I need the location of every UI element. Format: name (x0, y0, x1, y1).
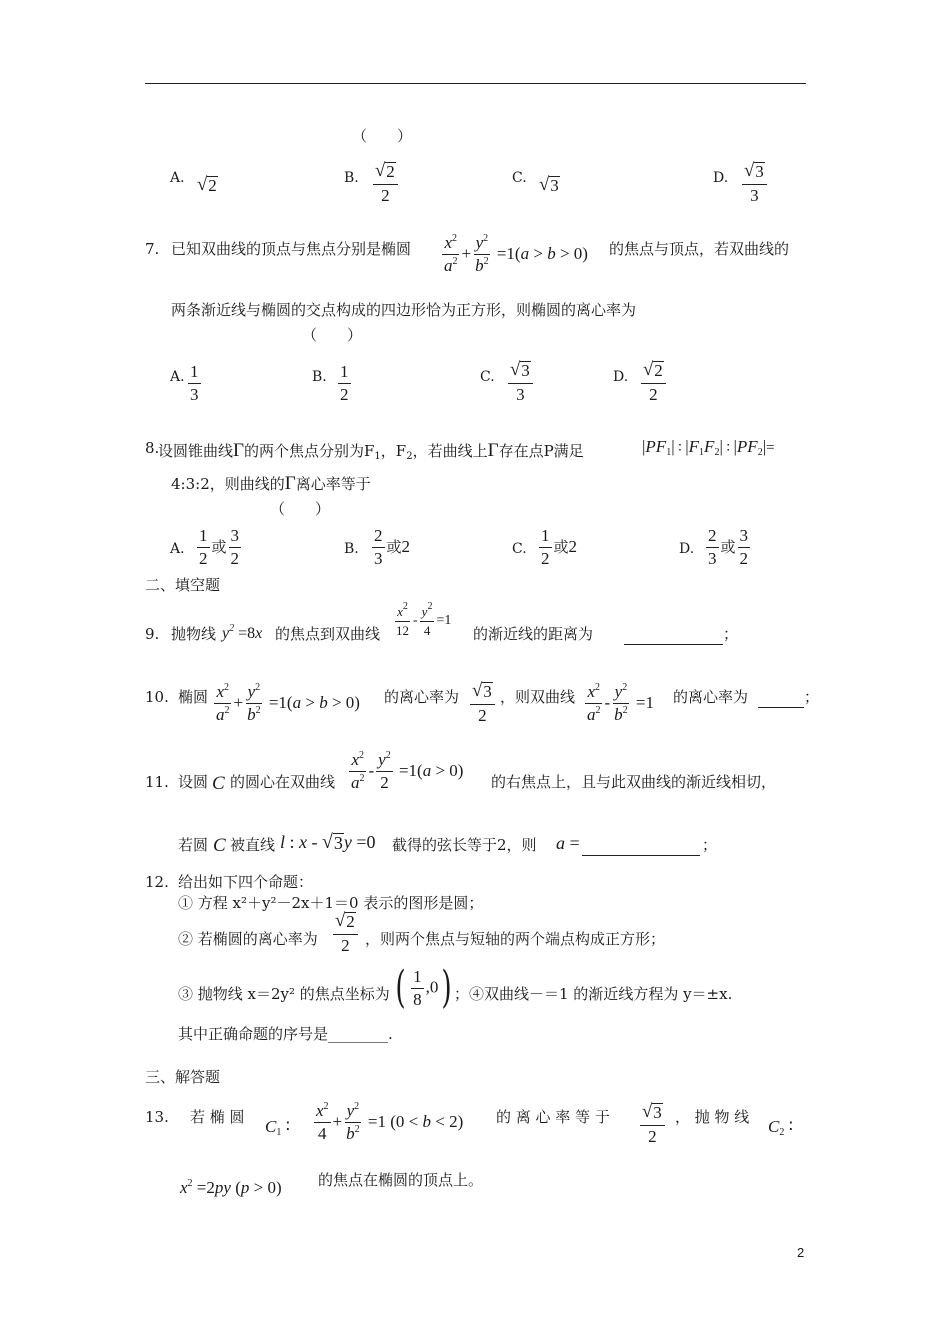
q8-option-b-label: B. (344, 541, 359, 557)
q12-title: 给出如下四个命题： (178, 873, 314, 891)
q8-option-a-label: A. (170, 541, 185, 557)
q11-number: 11. (145, 773, 169, 791)
q11-text-l2a: 若圆 (178, 836, 209, 854)
q13-text-pre: 若 椭 圆 (190, 1108, 245, 1126)
q10-number: 10. (145, 688, 169, 706)
q11-hyperbola-equation: $\frac{x^2}{a^2}$ - $\frac{y^2}{2}$ =1(a > 0) (351, 750, 464, 792)
q7-option-a: $\frac{1}{3}$ (190, 362, 199, 404)
q8-ratio-expression: $|PF_1|$ ∶ $|F_1F_2|$ ∶ $|PF_2|=$ (642, 437, 775, 458)
q7-option-d-label: D. (613, 369, 629, 385)
q9-number: 9. (145, 625, 160, 643)
q7-ellipse-equation: $\frac{x^2}{a^2}$ + $\frac{y^2}{b^2}$ =1(a > b > 0) (444, 233, 588, 275)
q12-proposition-1: ① 方程 x²＋y²－2x＋1＝0 表示的图形是圆； (178, 894, 484, 912)
q6-option-b-label: B. (344, 170, 359, 186)
q13-ellipse-equation: $\frac{x^2}{4}$ + $\frac{y^2}{b^2}$ =1 (0 < b < 2) (316, 1101, 464, 1143)
q7-text-line2: 两条渐近线与椭圆的交点构成的四边形恰为正方形，则椭圆的离心率为 (171, 301, 637, 319)
q11-text-l2b: 被直线 (230, 836, 276, 854)
q9-parabola-equation: $y^2 =8x$ (222, 623, 263, 642)
q12-proposition-3a: ③ 抛物线 x＝2y² 的焦点坐标为 (178, 985, 390, 1003)
q12-proposition-2a: ② 若椭圆的离心率为 (178, 930, 318, 948)
q10-answer-blank[interactable] (758, 690, 804, 709)
header-rule (145, 83, 806, 84)
q11-text-l2c: 截得的弦长等于2，则 (392, 836, 537, 854)
q13-c2-symbol: $C_2$ ∶ (768, 1117, 794, 1138)
q10-text-end: ； (804, 688, 820, 706)
q11-a-symbol: a = (556, 833, 580, 853)
q13-text-post: ， 抛 物 线 (675, 1108, 750, 1126)
q8-option-a: $\frac{1}{2}$ 或 $\frac{3}{2}$ (199, 526, 240, 568)
q10-hyperbola-equation: $\frac{x^2}{a^2}$ - $\frac{y^2}{b^2}$ =1 (587, 682, 655, 724)
q9-text-pre: 抛物线 (171, 625, 217, 643)
section-solution-heading: 三、解答题 (145, 1068, 221, 1086)
q6-option-b: √ 2 2 (371, 162, 400, 205)
q8-option-c-label: C. (512, 541, 527, 557)
q10-ellipse-equation: $\frac{x^2}{a^2}$ + $\frac{y^2}{b^2}$ =1(a > b > 0) (216, 682, 360, 724)
q8-text-line2: 4:3:2，则曲线的Γ离心率等于 (171, 473, 371, 494)
q12-proposition-2b: ，则两个焦点与短轴的两个端点构成正方形； (365, 930, 666, 948)
q13-parabola-equation: $x^2 =2py$ (p > 0) (180, 1178, 282, 1197)
q9-hyperbola-equation: $\frac{x^2}{12}$ - $\frac{y^2}{4}$ =1 (396, 601, 452, 638)
page-number: 2 (797, 1245, 805, 1260)
q12-proposition-3b: ；④双曲线－＝1 的渐近线方程为 y＝±x. (454, 985, 733, 1003)
q8-option-b: $\frac{2}{3}$ 或2 (374, 526, 411, 568)
q13-text-line2: 的焦点在椭圆的顶点上。 (318, 1171, 484, 1189)
q6-answer-paren: （ ） (352, 127, 413, 145)
q8-number: 8. (145, 439, 160, 457)
q10-text-mid2: ，则双曲线 (500, 688, 576, 706)
q13-number: 13. (145, 1108, 169, 1126)
q8-answer-paren: （ ） (270, 500, 331, 518)
q10-text-pre: 椭圆 (178, 688, 209, 706)
q10-eccentricity-value: √ 3 2 (468, 682, 497, 725)
q11-text-post: 的右焦点上，且与此双曲线的渐近线相切， (491, 773, 777, 791)
q6-option-c: √ 3 (539, 174, 559, 195)
q10-text-mid: 的离心率为 (384, 688, 460, 706)
q7-option-c-label: C. (480, 369, 495, 385)
q6-option-a: √ 2 (197, 174, 217, 195)
q12-number: 12. (145, 873, 169, 891)
q7-text-post: 的焦点与顶点，若双曲线的 (609, 240, 790, 258)
q10-text-post: 的离心率为 (673, 688, 749, 706)
q7-option-c: √ 3 3 (506, 361, 535, 404)
q7-answer-paren: （ ） (302, 326, 363, 344)
q6-option-c-label: C. (512, 170, 527, 186)
q11-circle-symbol: C (212, 773, 225, 794)
q12-proposition-4: 其中正确命题的序号是________. (178, 1025, 393, 1043)
q11-line-equation: l : x - √ 3 y =0 (280, 831, 376, 853)
q11-text-end: ； (702, 836, 718, 854)
q8-text-line1: 设圆锥曲线Γ的两个焦点分别为$F_1$，$F_2$，若曲线上Γ存在点P满足 (158, 440, 584, 462)
q9-answer-blank[interactable] (624, 627, 723, 646)
q8-option-d: $\frac{2}{3}$ 或 $\frac{3}{2}$ (708, 526, 749, 568)
q6-option-d: √ 3 3 (740, 162, 769, 205)
section-fill-in-heading: 二、填空题 (145, 576, 221, 594)
q6-option-d-label: D. (713, 170, 729, 186)
q12-focus-coordinates: ( $\frac{1}{8}$ ,0) (395, 962, 453, 1013)
q11-text-pre: 设圆 (178, 773, 209, 791)
q13-eccentricity-value: √ 3 2 (638, 1103, 667, 1146)
q6-option-a-label: A. (170, 170, 185, 186)
q12-eccentricity-value: √ 2 2 (331, 912, 360, 955)
q11-answer-blank[interactable] (582, 838, 700, 857)
q13-c1-symbol: $C_1$ ∶ (265, 1117, 291, 1138)
q8-option-d-label: D. (679, 541, 695, 557)
q9-text-post: 的渐近线的距离为 (473, 625, 594, 643)
q7-option-b: $\frac{1}{2}$ (340, 362, 349, 404)
q9-text-mid: 的焦点到双曲线 (275, 625, 381, 643)
q11-text-mid: 的圆心在双曲线 (230, 773, 336, 791)
q7-number: 7. (145, 240, 160, 258)
q9-text-end: ； (723, 625, 739, 643)
q7-option-b-label: B. (312, 369, 327, 385)
q7-text-pre: 已知双曲线的顶点与焦点分别是椭圆 (171, 240, 412, 258)
q7-option-d: √ 2 2 (639, 361, 668, 404)
q13-text-mid: 的 离 心 率 等 于 (496, 1108, 610, 1126)
q7-option-a-label: A. (170, 369, 185, 385)
q8-option-c: $\frac{1}{2}$ 或2 (541, 526, 578, 568)
q11-circle-symbol-2: C (213, 835, 226, 856)
